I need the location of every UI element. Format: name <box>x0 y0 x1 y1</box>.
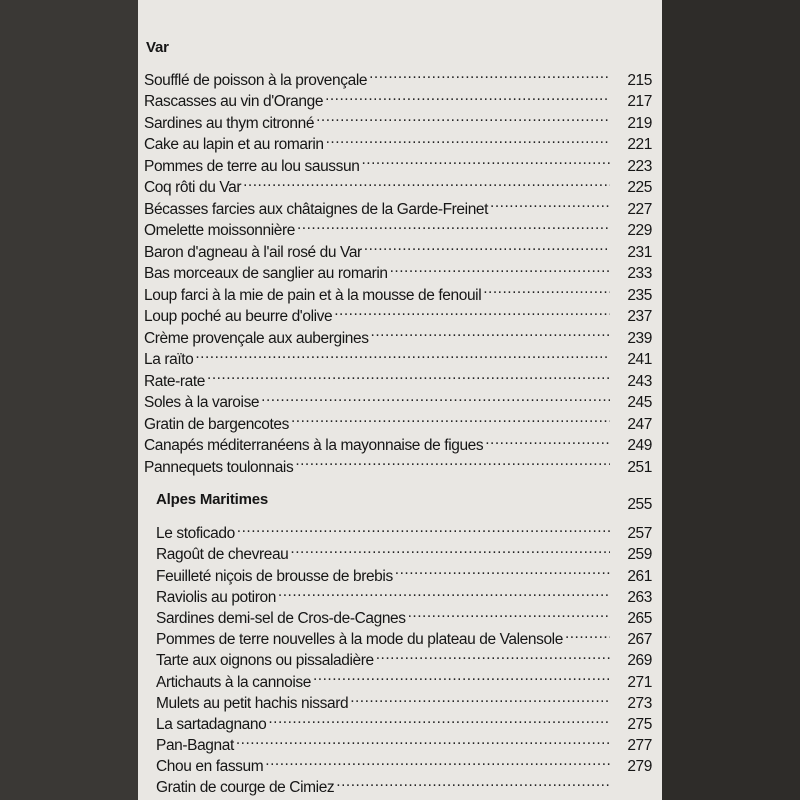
entry-page-number: 259 <box>627 546 652 564</box>
toc-list-var <box>138 63 662 476</box>
dot-leader <box>295 450 610 472</box>
entry-page-number: 231 <box>627 243 652 261</box>
toc-entry <box>138 235 662 261</box>
dot-leader <box>297 214 610 236</box>
dot-leader <box>207 364 610 386</box>
toc-entry <box>138 517 662 543</box>
entry-title: Feuilleté niçois de brousse de brebis <box>156 567 393 585</box>
entry-page-number: 275 <box>627 715 652 733</box>
dot-leader <box>236 729 610 750</box>
entry-page-number: 221 <box>627 136 652 153</box>
toc-entry <box>138 407 662 433</box>
dot-leader <box>195 343 610 365</box>
entry-title: Loup farci à la mie de pain et à la mousse de fenouil <box>144 286 482 304</box>
entry-title: Pan-Bagnat <box>156 737 234 755</box>
entry-page-number: 215 <box>627 71 652 89</box>
toc-entry <box>138 687 662 712</box>
toc-entry <box>138 321 662 347</box>
entry-page-number: 229 <box>627 222 652 239</box>
toc-entry <box>138 278 662 304</box>
entry-title: Sardines demi-sel de Cros-de-Cagnes <box>156 609 406 627</box>
toc-entry <box>138 559 662 585</box>
dot-leader <box>490 192 610 214</box>
dot-leader <box>371 321 610 343</box>
dot-leader <box>261 386 610 408</box>
dot-leader <box>361 149 610 171</box>
toc-entry <box>138 128 662 153</box>
toc-entry <box>138 171 662 196</box>
toc-entry <box>138 665 662 691</box>
toc-entry <box>138 63 662 89</box>
dot-leader <box>395 559 610 580</box>
entry-page-number: 277 <box>627 737 652 755</box>
entry-page-number: 245 <box>627 394 652 411</box>
entry-page-number: 279 <box>627 758 652 776</box>
entry-title: Coq rôti du Var <box>144 179 242 196</box>
entry-title: Pommes de terre nouvelles à la mode du plateau de Valensole <box>156 631 563 649</box>
entry-page-number: 233 <box>627 265 652 282</box>
entry-title: Rascasses au vin d'Orange <box>144 93 324 110</box>
dot-leader <box>376 644 610 665</box>
toc-entry <box>138 708 662 733</box>
toc-list-alpes-maritimes <box>138 517 662 797</box>
entry-page-number: 271 <box>627 673 652 691</box>
dot-leader <box>278 581 610 602</box>
entry-page-number: 269 <box>627 652 652 670</box>
entry-title: Gratin de courge de Cimiez <box>156 779 335 797</box>
entry-title: Raviolis au potiron <box>156 588 276 606</box>
entry-title: Mulets au petit hachis nissard <box>156 694 349 712</box>
section-title-var: Var <box>146 39 169 56</box>
dot-leader <box>325 85 610 107</box>
toc-entry <box>138 106 662 132</box>
toc-entry <box>138 85 662 110</box>
toc-entry <box>138 771 662 797</box>
dot-leader <box>265 750 610 771</box>
entry-title: Rate-rate <box>144 372 206 390</box>
entry-page-number: 219 <box>627 114 652 132</box>
toc-entry <box>138 429 662 454</box>
dot-leader <box>290 538 610 559</box>
dot-leader <box>485 429 610 451</box>
entry-page-number: 243 <box>627 372 652 390</box>
entry-page-number: 217 <box>627 93 652 110</box>
toc-entry <box>138 450 662 476</box>
entry-page-number: 257 <box>627 525 652 543</box>
toc-entry <box>138 214 662 239</box>
entry-title: Tarte aux oignons ou pissaladière <box>156 652 374 670</box>
entry-title: Ragoût de chevreau <box>156 546 289 564</box>
toc-entry <box>138 623 662 649</box>
toc-entry <box>138 386 662 411</box>
entry-title: Sardines au thym citronné <box>144 114 315 132</box>
toc-entry <box>138 300 662 325</box>
dot-leader <box>364 235 610 257</box>
section-title-alpes-maritimes: Alpes Maritimes <box>156 491 269 508</box>
entry-page-number: 237 <box>627 308 652 325</box>
toc-entry <box>138 343 662 368</box>
entry-page-number: 265 <box>627 609 652 627</box>
entry-title: Bécasses farcies aux châtaignes de la Garde-Freinet <box>144 200 489 218</box>
entry-title: Cake au lapin et au romarin <box>144 136 324 153</box>
entry-title: Pommes de terre au lou saussun <box>144 157 360 175</box>
dot-leader <box>350 687 610 708</box>
entry-title: Gratin de bargencotes <box>144 415 289 433</box>
dot-leader <box>237 517 610 538</box>
entry-title: Loup poché au beurre d'olive <box>144 308 333 325</box>
entry-page-number: 225 <box>627 179 652 196</box>
entry-page-number: 239 <box>627 329 652 347</box>
dot-leader <box>243 171 610 193</box>
section-page-number: 255 <box>627 496 652 513</box>
entry-title: La sartadagnano <box>156 715 267 733</box>
entry-page-number: 251 <box>627 458 652 476</box>
toc-entry <box>138 750 662 776</box>
dot-leader <box>316 106 610 128</box>
entry-title: Canapés méditerranéens à la mayonnaise de figues <box>144 437 484 454</box>
entry-title: Chou en fassum <box>156 758 264 776</box>
entry-page-number: 223 <box>627 157 652 175</box>
dot-leader <box>390 257 610 279</box>
dot-leader <box>334 300 610 322</box>
entry-page-number: 261 <box>627 567 652 585</box>
entry-title: Le stoficado <box>156 525 235 543</box>
entry-title: Baron d'agneau à l'ail rosé du Var <box>144 243 362 261</box>
background-right <box>662 0 800 800</box>
toc-entry <box>138 729 662 755</box>
entry-page-number: 249 <box>627 437 652 454</box>
toc-entry <box>138 149 662 175</box>
dot-leader <box>326 128 610 150</box>
dot-leader <box>369 63 610 85</box>
entry-title: Crème provençale aux aubergines <box>144 329 369 347</box>
entry-page-number: 263 <box>627 588 652 606</box>
entry-title: Pannequets toulonnais <box>144 458 294 476</box>
dot-leader <box>291 407 610 429</box>
toc-entry <box>138 538 662 564</box>
entry-page-number: 273 <box>627 694 652 712</box>
entry-title: La raïto <box>144 351 194 368</box>
dot-leader <box>565 623 610 644</box>
dot-leader <box>268 708 610 729</box>
entry-title: Omelette moissonnière <box>144 222 295 239</box>
toc-entry <box>138 192 662 218</box>
entry-title: Soufflé de poisson à la provençale <box>144 71 368 89</box>
entry-page-number: 241 <box>627 351 652 368</box>
toc-entry <box>138 257 662 282</box>
entry-page-number: 247 <box>627 415 652 433</box>
dot-leader <box>483 278 610 300</box>
entry-page-number: 235 <box>627 286 652 304</box>
entry-page-number: 227 <box>627 200 652 218</box>
entry-page-number: 267 <box>627 631 652 649</box>
book-page <box>138 0 662 800</box>
dot-leader <box>336 771 610 792</box>
background-left <box>0 0 138 800</box>
toc-entry <box>138 602 662 627</box>
toc-entry <box>138 581 662 606</box>
entry-title: Soles à la varoise <box>144 394 260 411</box>
toc-entry <box>138 364 662 390</box>
dot-leader <box>408 602 610 623</box>
toc-entry <box>138 644 662 670</box>
entry-title: Artichauts à la cannoise <box>156 673 311 691</box>
dot-leader <box>313 665 610 686</box>
entry-title: Bas morceaux de sanglier au romarin <box>144 265 388 282</box>
